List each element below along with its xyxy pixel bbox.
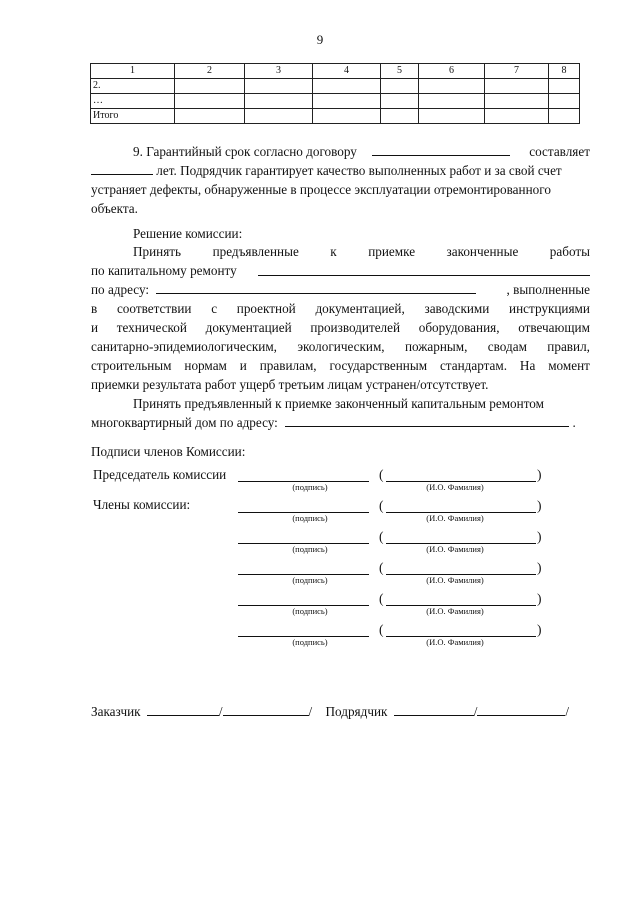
word: правилам,	[259, 358, 317, 373]
signature-caption: (подпись)	[292, 575, 328, 585]
word: оборудования,	[418, 320, 500, 335]
table-cell	[381, 79, 419, 94]
name-caption: (И.О. Фамилия)	[426, 606, 484, 616]
name-caption: (И.О. Фамилия)	[426, 513, 484, 523]
table-row	[91, 79, 580, 94]
table-cell	[419, 79, 485, 94]
word: момент	[548, 358, 590, 373]
word: правил,	[547, 339, 590, 354]
members-label: Члены комиссии:	[93, 497, 191, 512]
table-cell	[313, 79, 381, 94]
customer-signature-blank[interactable]	[147, 703, 219, 716]
open-paren: (	[379, 498, 384, 513]
word: соответствии	[116, 301, 192, 316]
open-paren: (	[379, 622, 384, 637]
decision-text: по адресу:	[91, 282, 150, 297]
slash: /	[218, 704, 223, 719]
decision-line-7	[91, 357, 590, 375]
open-paren: (	[379, 560, 384, 575]
contractor-label: Подрядчик	[325, 704, 388, 719]
decision-text: приемки результата работ ущерб третьим лицам устранен/отсутствует.	[91, 377, 489, 392]
table-cell	[175, 109, 245, 124]
word: с	[211, 301, 218, 316]
word: На	[519, 358, 536, 373]
signature-blank[interactable]	[238, 467, 369, 482]
table-header-cell: 6	[419, 64, 485, 79]
decision-text: по капитальному ремонту	[91, 263, 237, 278]
word: документацией	[205, 320, 292, 335]
table-cell	[419, 94, 485, 109]
page-number: 9	[316, 32, 324, 47]
table-header-cell: 3	[245, 64, 313, 79]
word: Принять	[133, 244, 182, 259]
word: строительным	[91, 358, 172, 373]
warranty-text: устраняет дефекты, обнаруженные в процессе эксплуатации отремонтированного	[91, 182, 551, 197]
decision-p2-line-2	[91, 414, 590, 432]
word: работы	[549, 244, 590, 259]
footer-signatures	[91, 703, 601, 721]
word: производителей	[310, 320, 401, 335]
table-header-cell: 1	[91, 64, 175, 79]
close-paren: )	[537, 498, 542, 513]
decision-line-6	[91, 338, 590, 356]
word: и	[239, 358, 247, 373]
table-header-row	[91, 64, 580, 79]
word: проектной	[236, 301, 296, 316]
signature-blank[interactable]	[238, 622, 369, 637]
table-cell	[549, 79, 580, 94]
table-cell	[175, 94, 245, 109]
warranty-years-blank[interactable]	[91, 162, 153, 175]
word: и	[91, 320, 99, 335]
table-cell	[245, 94, 313, 109]
word: заводскими	[424, 301, 490, 316]
word: государственным	[329, 358, 428, 373]
table-header-cell: 8	[549, 64, 580, 79]
name-blank[interactable]	[386, 591, 536, 606]
close-paren: )	[537, 467, 542, 482]
decision-heading: Решение комиссии:	[133, 226, 243, 241]
word: пожарным,	[404, 339, 468, 354]
name-blank[interactable]	[386, 560, 536, 575]
decision-line-3	[91, 281, 590, 299]
close-paren: )	[537, 560, 542, 575]
word: нормам	[184, 358, 227, 373]
decision-line-5	[91, 319, 590, 337]
word: к	[330, 244, 337, 259]
name-blank[interactable]	[386, 529, 536, 544]
word: инструкциями	[509, 301, 590, 316]
word: экологическим,	[297, 339, 385, 354]
table-cell	[485, 109, 549, 124]
warranty-text: объекта.	[91, 201, 138, 216]
close-paren: )	[537, 591, 542, 606]
word: сводам	[487, 339, 527, 354]
signature-blank[interactable]	[238, 498, 369, 513]
table-cell	[549, 109, 580, 124]
table-header-cell: 5	[381, 64, 419, 79]
chair-label: Председатель комиссии	[93, 467, 227, 482]
slash: /	[473, 704, 478, 719]
name-blank[interactable]	[386, 622, 536, 637]
repair-type-blank[interactable]	[258, 263, 590, 276]
table-cell: Итого	[91, 109, 175, 124]
table-cell	[245, 79, 313, 94]
table-cell: …	[91, 94, 175, 109]
decision-line-4	[91, 300, 590, 318]
signature-blank[interactable]	[238, 591, 369, 606]
close-paren: )	[537, 529, 542, 544]
signature-caption: (подпись)	[292, 544, 328, 554]
table-cell	[485, 79, 549, 94]
warranty-line-1	[91, 143, 590, 161]
signature-caption: (подпись)	[292, 482, 328, 492]
signatures-heading: Подписи членов Комиссии:	[91, 444, 246, 459]
word: санитарно-эпидемиологическим,	[91, 339, 277, 354]
decision-line-1	[133, 243, 590, 261]
table-cell	[175, 79, 245, 94]
decision-text: многоквартирный дом по адресу:	[91, 415, 278, 430]
signature-caption: (подпись)	[292, 513, 328, 523]
decision-line-2	[91, 262, 590, 280]
table-cell	[381, 109, 419, 124]
warranty-text: составляет	[529, 144, 590, 159]
name-caption: (И.О. Фамилия)	[426, 637, 484, 647]
open-paren: (	[379, 529, 384, 544]
contract-number-blank[interactable]	[372, 143, 510, 156]
word: технической	[116, 320, 187, 335]
customer-label: Заказчик	[91, 704, 141, 719]
word: предъявленные	[212, 244, 299, 259]
table-row	[91, 109, 580, 124]
works-table	[90, 63, 580, 124]
decision-text: .	[572, 415, 576, 430]
name-caption: (И.О. Фамилия)	[426, 575, 484, 585]
slash: /	[565, 704, 570, 719]
name-blank[interactable]	[386, 467, 536, 482]
open-paren: (	[379, 467, 384, 482]
decision-text: , выполненные	[506, 282, 590, 297]
signature-caption: (подпись)	[292, 637, 328, 647]
table-cell: 2.	[91, 79, 175, 94]
address-blank[interactable]	[156, 281, 476, 294]
contractor-signature-blank[interactable]	[394, 703, 474, 716]
warranty-text: 9. Гарантийный срок согласно договору	[133, 144, 357, 159]
table-cell	[313, 109, 381, 124]
signature-blank[interactable]	[238, 529, 369, 544]
table-cell	[549, 94, 580, 109]
decision-p2-line-1: Принять предъявленный к приемке законченный капитальным ремонтом	[133, 396, 544, 411]
name-blank[interactable]	[386, 498, 536, 513]
customer-name-blank[interactable]	[223, 703, 309, 716]
word: в	[91, 301, 98, 316]
table-header-cell: 4	[313, 64, 381, 79]
slash: /	[308, 704, 313, 719]
word: стандартам.	[439, 358, 508, 373]
table-cell	[245, 109, 313, 124]
contractor-name-blank[interactable]	[477, 703, 565, 716]
signature-caption: (подпись)	[292, 606, 328, 616]
word: отвечающим	[518, 320, 590, 335]
close-paren: )	[537, 622, 542, 637]
table-header-cell: 2	[175, 64, 245, 79]
house-address-blank[interactable]	[285, 414, 569, 427]
table-cell	[381, 94, 419, 109]
signature-blank[interactable]	[238, 560, 369, 575]
name-caption: (И.О. Фамилия)	[426, 544, 484, 554]
word: приемке	[368, 244, 416, 259]
word: законченные	[446, 244, 519, 259]
name-caption: (И.О. Фамилия)	[426, 482, 484, 492]
table-cell	[419, 109, 485, 124]
warranty-line-2	[91, 162, 590, 180]
word: документацией,	[315, 301, 405, 316]
warranty-text: лет. Подрядчик гарантирует качество выполненных работ и за свой счет	[156, 163, 562, 178]
table-header-cell: 7	[485, 64, 549, 79]
table-cell	[313, 94, 381, 109]
table-row	[91, 94, 580, 109]
open-paren: (	[379, 591, 384, 606]
table-cell	[485, 94, 549, 109]
